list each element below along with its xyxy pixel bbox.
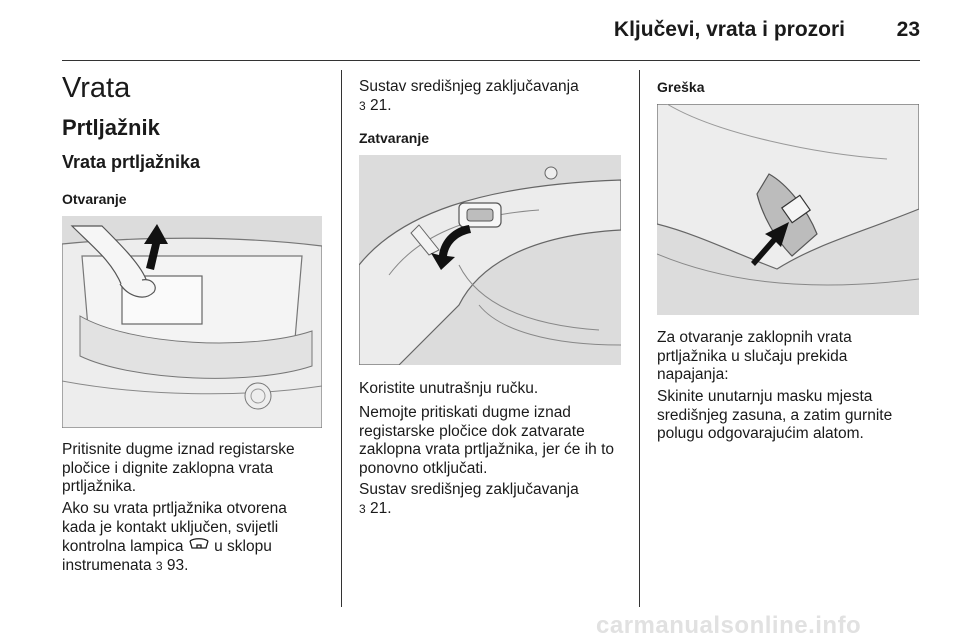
text-line: prtljažnika. (62, 478, 137, 495)
header-rule (62, 60, 920, 61)
text-fragment: instrumenata (62, 556, 152, 574)
section-title: Vrata (62, 72, 131, 104)
text-line (62, 537, 337, 557)
closing-warning-paragraph (359, 404, 634, 478)
text-line: Sustav središnjeg zaključavanja (359, 78, 579, 95)
text-line: napajanja: (657, 366, 729, 383)
text-line: pločice i dignite zaklopna vrata (62, 459, 274, 477)
text-line: polugu odgovarajućim alatom. (657, 425, 864, 442)
text-fragment: kontrolna lampica (62, 537, 184, 555)
subsection-title: Vrata prtljažnika (62, 152, 201, 172)
text-line (359, 500, 629, 519)
closing-instruction: Koristite unutrašnju ručku. (359, 380, 539, 397)
text-line: Za otvaranje zaklopnih vrata (657, 329, 852, 346)
page-reference[interactable]: 21. (370, 499, 392, 517)
text-line: Skinite unutarnju masku mjesta (657, 388, 873, 405)
text-line (359, 97, 629, 116)
page-reference-arrow-icon: 3 (359, 98, 366, 113)
central-locking-reference-2 (359, 481, 629, 518)
page-reference-arrow-icon: 3 (155, 558, 163, 573)
text-line: središnjeg zasuna, a zatim gurnite (657, 406, 893, 424)
text-fragment: u sklopu (214, 537, 272, 555)
text-line: Nemojte pritiskati dugme iznad (359, 404, 571, 421)
page-reference-arrow-icon: 3 (359, 501, 366, 516)
running-header-title: Ključevi, vrata i prozori (613, 18, 845, 41)
fault-intro-paragraph (657, 329, 927, 385)
section-subtitle: Prtljažnik (62, 115, 160, 140)
text-line: Ako su vrata prtljažnika otvorena (62, 500, 287, 517)
warning-lamp-paragraph (62, 500, 337, 575)
text-line: zaklopna vrata prtljažnika, jer će ih to (359, 441, 615, 458)
text-line: Pritisnite dugme iznad registarske (62, 441, 295, 458)
closing-heading: Zatvaranje (359, 130, 430, 146)
page-reference[interactable]: 93. (166, 556, 189, 574)
watermark: carmanualsonline.info (596, 612, 862, 639)
text-line: registarske pločice dok zatvarate (359, 422, 585, 440)
figure-tailgate-closing (359, 155, 621, 365)
text-line (62, 557, 337, 576)
text-line: ponovno otključati. (359, 459, 488, 477)
fault-instruction-paragraph (657, 388, 932, 444)
opening-heading: Otvaranje (62, 191, 127, 207)
text-line: Sustav središnjeg zaključavanja (359, 481, 579, 498)
figure-emergency-release (657, 104, 919, 315)
page-reference[interactable]: 21. (370, 96, 392, 114)
column-separator (639, 70, 640, 607)
fault-heading: Greška (657, 79, 705, 95)
column-separator (341, 70, 342, 607)
page-number: 23 (896, 18, 920, 41)
open-tailgate-lamp-icon (188, 537, 210, 557)
figure-tailgate-opening (62, 216, 322, 428)
text-line: prtljažnika u slučaju prekida (657, 347, 848, 365)
central-locking-reference (359, 78, 629, 115)
text-line: kada je kontakt uključen, svijetli (62, 518, 279, 536)
opening-instruction (62, 441, 332, 497)
